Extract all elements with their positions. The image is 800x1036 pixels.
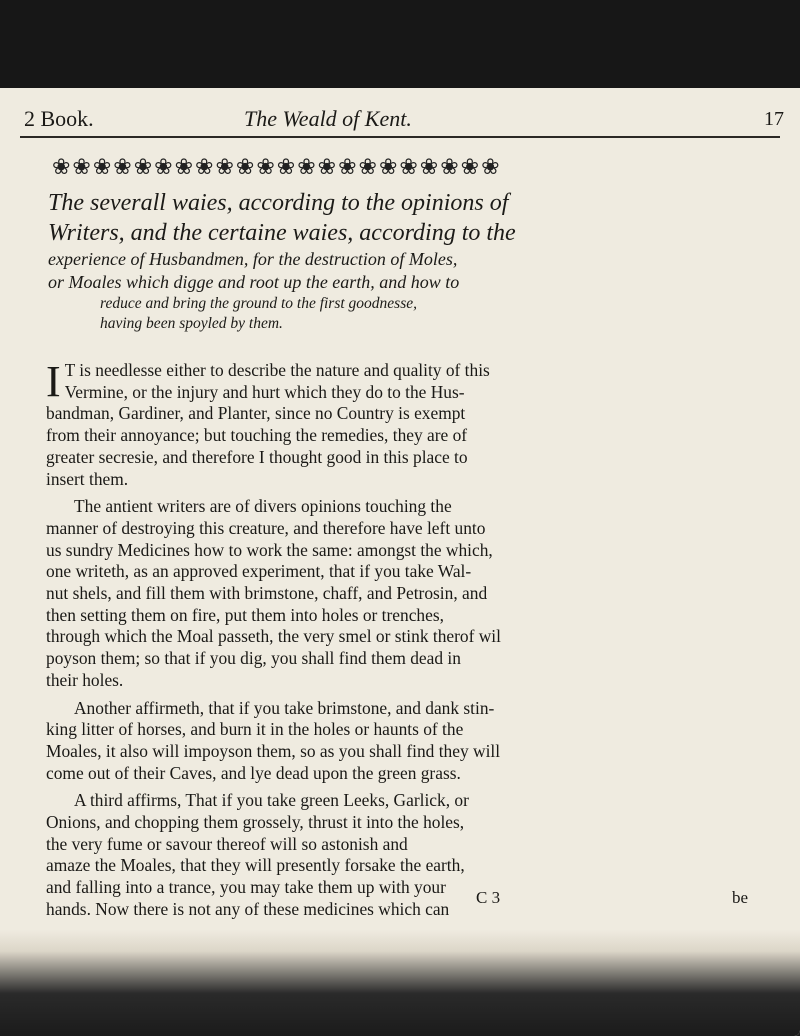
text-line: nut shels, and fill them with brimstone, chaff, and Petrosin, and xyxy=(46,583,488,604)
text-line: The antient writers are of divers opinions touching the xyxy=(74,496,452,517)
heading-line: Writers, and the certaine waies, according to the xyxy=(48,220,516,246)
paragraph xyxy=(46,357,758,490)
text-line: then setting them on fire, put them into holes or trenches, xyxy=(46,604,444,625)
header-rule xyxy=(20,136,780,138)
text-line: through which the Moal passeth, the very smel or stink therof wil xyxy=(46,626,501,647)
book-number: 2 Book. xyxy=(24,106,94,131)
text-line: their holes. xyxy=(46,669,124,690)
page-number: 17 xyxy=(764,108,784,130)
text-line: insert them. xyxy=(46,468,129,489)
text-line: bandman, Gardiner, and Planter, since no Country is exempt xyxy=(46,403,466,424)
page-footer xyxy=(46,888,758,914)
chapter-heading xyxy=(48,188,778,334)
dark-background-top xyxy=(0,0,800,92)
heading-line: having been spoyled by them. xyxy=(100,315,283,332)
signature-mark: C 3 xyxy=(476,888,501,907)
text-line: hands. Now there is not any of these medicines which can xyxy=(46,898,450,919)
paragraph xyxy=(46,496,758,691)
ornament-band: ❀❀❀❀❀❀❀❀❀❀❀❀❀❀❀❀❀❀❀❀❀❀ xyxy=(52,154,502,179)
body-text xyxy=(46,357,758,927)
text-line: king litter of horses, and burn it in the holes or haunts of the xyxy=(46,719,464,740)
text-line: the very fume or savour thereof will so astonish and xyxy=(46,833,408,854)
text-line: greater secresie, and therefore I thought good in this place to xyxy=(46,446,468,467)
heading-line: The severall waies, according to the opinions of xyxy=(48,190,509,216)
text-line: poyson them; so that if you dig, you shall find them dead in xyxy=(46,648,461,669)
text-line: manner of destroying this creature, and therefore have left unto xyxy=(46,517,486,538)
text-line: Vermine, or the injury and hurt which they do to the Hus- xyxy=(64,381,465,402)
text-line: Moales, it also will impoyson them, so as you shall find they will xyxy=(46,740,501,761)
heading-line: reduce and bring the ground to the first goodnesse, xyxy=(100,295,418,312)
text-line: and falling into a trance, you may take them up with your xyxy=(46,877,446,898)
text-line: from their annoyance; but touching the remedies, they are of xyxy=(46,425,468,446)
running-header xyxy=(12,104,788,144)
text-line: us sundry Medicines how to work the same: amongst the which, xyxy=(46,539,493,560)
heading-line: or Moales which digge and root up the earth, and how to xyxy=(48,272,460,292)
drop-cap: I xyxy=(46,357,61,406)
text-line: Another affirmeth, that if you take brimstone, and dank stin- xyxy=(74,697,495,718)
text-line: one writeth, as an approved experiment, that if you take Wal- xyxy=(46,561,472,582)
heading-line: experience of Husbandmen, for the destruction of Moles, xyxy=(48,249,458,269)
text-line: A third affirms, That if you take green Leeks, Garlick, or xyxy=(74,790,469,811)
page-bottom-edge xyxy=(0,930,800,1036)
text-line: Onions, and chopping them grossely, thrust it into the holes, xyxy=(46,812,465,833)
text-line: T is needlesse either to describe the nature and quality of this xyxy=(64,360,490,380)
text-line: amaze the Moales, that they will presently forsake the earth, xyxy=(46,855,465,876)
text-line: come out of their Caves, and lye dead upon the green grass. xyxy=(46,762,461,783)
running-title: The Weald of Kent. xyxy=(244,106,412,131)
paragraph xyxy=(46,698,758,785)
catchword: be xyxy=(731,888,748,907)
